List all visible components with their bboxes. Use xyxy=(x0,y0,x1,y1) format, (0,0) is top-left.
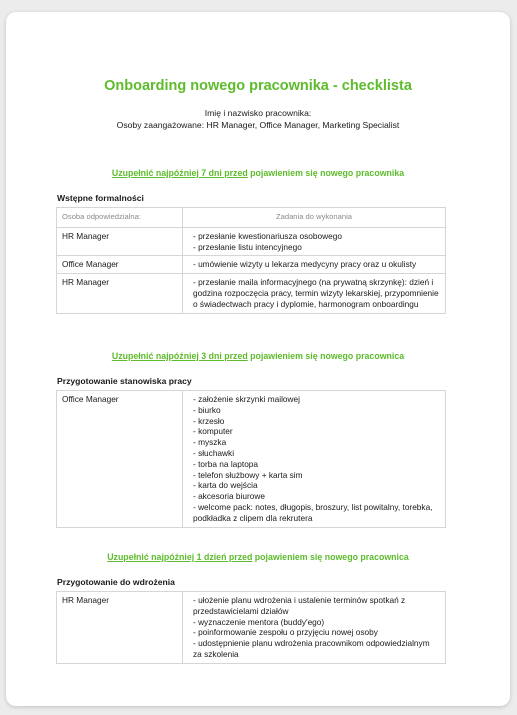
task-item: - telefon służbowy + karta sim xyxy=(193,469,303,480)
section-heading-rest: pojawieniem się nowego pracownica xyxy=(247,351,405,361)
section-heading-deadline: Uzupełnić najpóźniej 3 dni przed xyxy=(111,351,248,361)
task-item: - karta do wejścia xyxy=(193,480,258,491)
row-tasks xyxy=(183,227,446,256)
row-person: Office Manager xyxy=(57,256,183,274)
row-tasks xyxy=(183,391,446,528)
task-item: - krzesło xyxy=(193,415,225,426)
column-header-person: Osoba odpowiedzialna: xyxy=(57,208,183,228)
table-row xyxy=(57,256,446,274)
task-item: - poinformowanie zespołu o przyjęciu nowej osoby xyxy=(193,627,378,638)
row-tasks xyxy=(183,256,446,274)
task-item: - założenie skrzynki mailowej xyxy=(193,394,300,404)
section-heading-deadline: Uzupełnić najpóźniej 1 dzień przed xyxy=(107,552,253,562)
table-row xyxy=(57,592,446,664)
table-row xyxy=(57,391,446,528)
block-workstation-preparation xyxy=(56,376,446,528)
row-person: HR Manager xyxy=(57,592,183,664)
task-item: - przesłanie kwestionariusza osobowego xyxy=(193,230,342,241)
table-row xyxy=(57,274,446,313)
tasks-table xyxy=(56,207,446,314)
task-item: - akcesoria biurowe xyxy=(193,491,265,502)
row-tasks xyxy=(183,592,446,664)
task-item: - torba na laptopa xyxy=(193,458,259,469)
block-title: Wstępne formalności xyxy=(57,193,144,203)
section-heading-1-day xyxy=(6,552,510,562)
row-person: HR Manager xyxy=(57,227,183,256)
task-item: - welcome pack: notes, długopis, broszury, list powitalny, torebka, podkładka z clipem dla rekrutera xyxy=(193,501,433,523)
column-header-tasks: Zadania do wykonania xyxy=(183,208,446,228)
block-title: Przygotowanie do wdrożenia xyxy=(57,577,175,587)
task-item: - biurko xyxy=(193,404,221,415)
block-title: Przygotowanie stanowiska pracy xyxy=(57,376,192,386)
task-item: - wyznaczenie mentora (buddy'ego) xyxy=(193,616,325,627)
document-page xyxy=(6,12,510,706)
block-initial-formalities xyxy=(56,193,446,314)
task-item: - myszka xyxy=(193,437,227,448)
task-item: - udostępnienie planu wdrożenia pracownikom odpowiedzialnym za szkolenia xyxy=(193,638,430,659)
task-item: - komputer xyxy=(193,426,233,437)
document-title: Onboarding nowego pracownika - checklista xyxy=(104,78,412,94)
section-heading-7-days xyxy=(6,168,510,178)
task-item: - umówienie wizyty u lekarza medycyny pracy oraz u okulisty xyxy=(193,259,417,270)
section-heading-deadline: Uzupełnić najpóźniej 7 dni przed xyxy=(111,168,248,178)
tasks-table xyxy=(56,390,446,528)
task-item: - przesłanie listu intencyjnego xyxy=(193,241,302,252)
table-header-row xyxy=(57,208,446,228)
involved-persons: Osoby zaangażowane: HR Manager, Office Manager, Marketing Specialist xyxy=(116,120,400,130)
tasks-table xyxy=(56,591,446,664)
table-row xyxy=(57,227,446,256)
task-item: - ułożenie planu wdrożenia i ustalenie terminów spotkań z przedstawicielami działów xyxy=(193,595,406,616)
document-meta xyxy=(6,107,510,131)
row-person: Office Manager xyxy=(57,391,183,528)
employee-name-label: Imię i nazwisko pracownika: xyxy=(204,108,312,118)
task-item: - przesłanie maila informacyjnego (na prywatną skrzynkę): dzień i godzina rozpoczęcia pracy, termin wizyty lekarskiej, przypomnienie o świadectwach pracy i dyplomie, harmonogram onboardingu xyxy=(193,277,439,309)
block-onboarding-preparation xyxy=(56,577,446,664)
row-tasks xyxy=(183,274,446,313)
task-item: - słuchawki xyxy=(193,447,235,458)
row-person: HR Manager xyxy=(57,274,183,313)
section-heading-rest: pojawieniem się nowego pracownica xyxy=(252,552,409,562)
section-heading-3-days xyxy=(6,351,510,361)
section-heading-rest: pojawieniem się nowego pracownika xyxy=(247,168,405,178)
